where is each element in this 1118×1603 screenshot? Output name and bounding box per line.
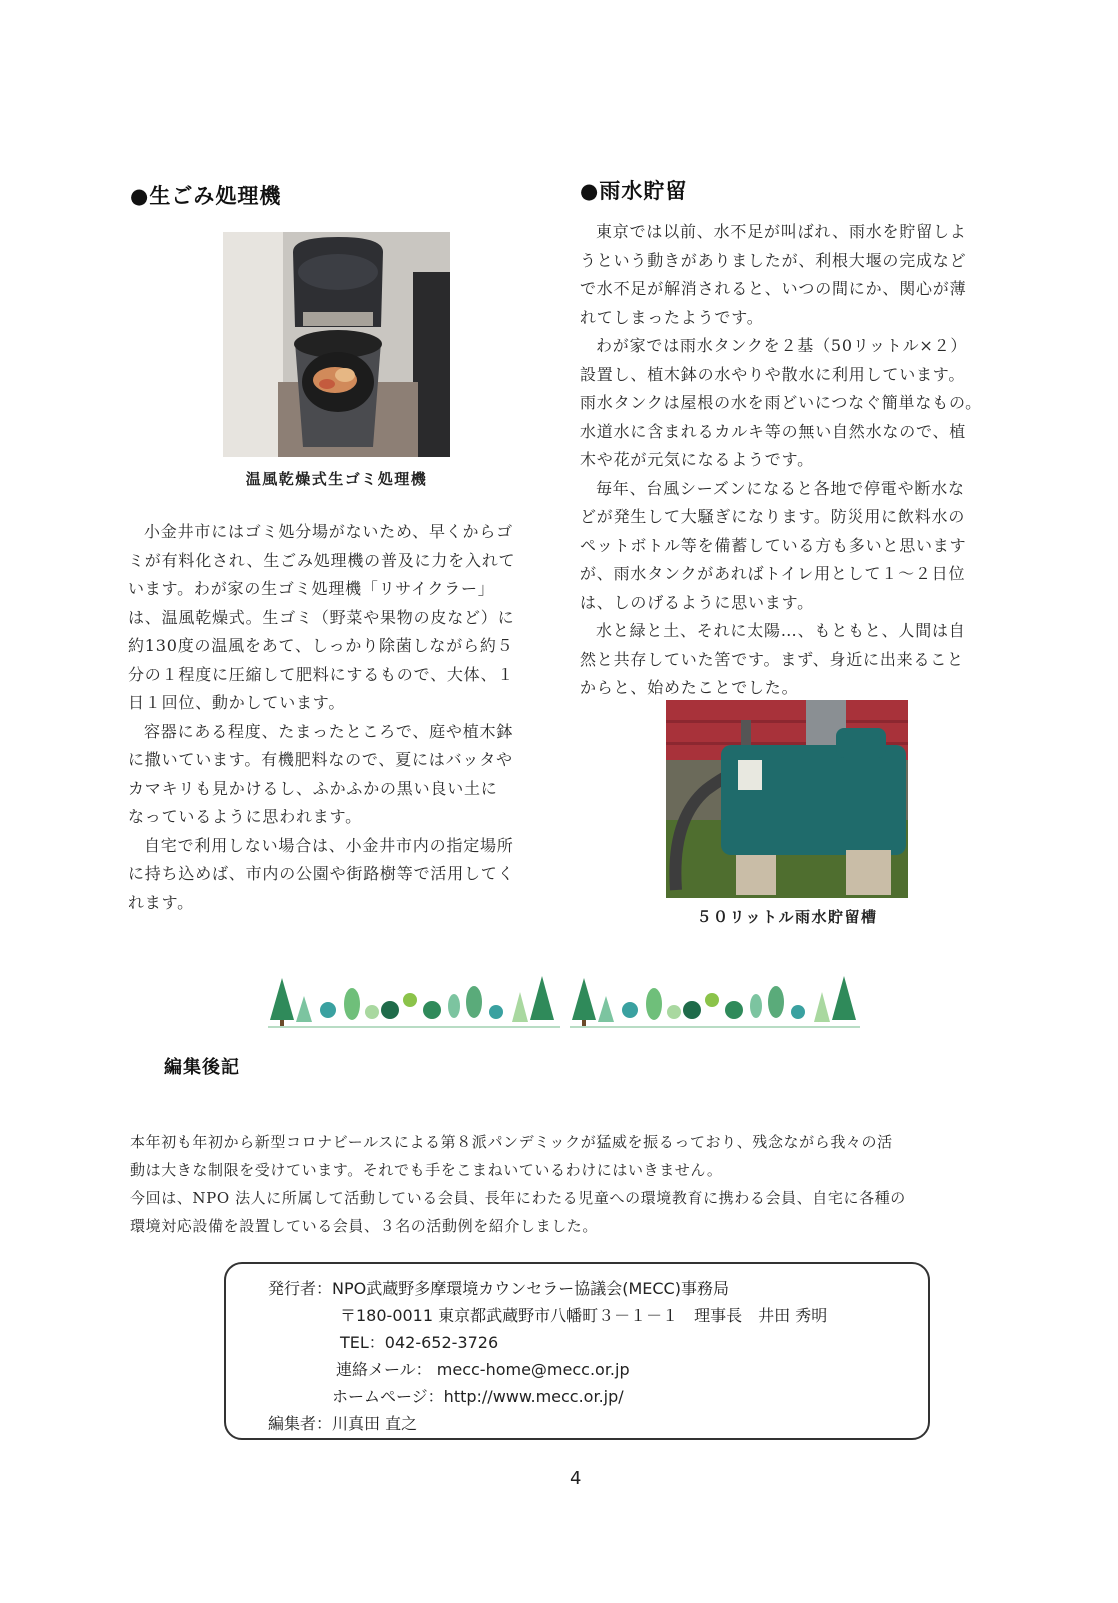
- editor-note-heading: 編集後記: [164, 1057, 240, 1078]
- right-section-heading: ●雨水貯留: [580, 179, 688, 203]
- left-paragraph-3: 自宅で利用しない場合は、小金井市内の指定場所 に持ち込めば、市内の公園や街路樹等で活用してく れます。: [128, 835, 515, 912]
- tel-line: TEL：042-652-3726: [340, 1333, 499, 1352]
- tree-row-left: [268, 976, 560, 1028]
- tree-border-decoration: [268, 972, 860, 1030]
- publisher-info-box: [224, 1262, 930, 1440]
- right-paragraph-1: 東京では以前、水不足が叫ばれ、雨水を貯留しよ うという動きがありましたが、利根大堰の完成など で水不足が解消されると、いつの間にか、関心が薄 れてしまったようです。: [580, 222, 967, 327]
- right-section-body: [580, 218, 1025, 703]
- left-section-body: [128, 518, 568, 917]
- rain-tank-caption: ５０リットル雨水貯留槽: [696, 908, 878, 926]
- homepage-line: ホームページ：http://www.mecc.or.jp/: [332, 1387, 624, 1406]
- publisher-line: 発行者：NPO武蔵野多摩環境カウンセラー協議会(MECC)事務局: [268, 1279, 729, 1298]
- editor-note-body: [130, 1128, 1030, 1240]
- left-paragraph-1: 小金井市にはゴミ処分場がないため、早くからゴ ミが有料化され、生ごみ処理機の普及に力を入れて います。わが家の生ゴミ処理機「リサイクラー」 は、温風乾燥式。生ゴミ（野菜や果物の皮など）に 約130度の温風をあて、しっかり除菌しながら約５ 分の１程度に圧縮して肥料にするもので、大体、１ 日１回位、動かしています。: [128, 522, 516, 712]
- email-line: 連絡メール： mecc-home@mecc.or.jp: [336, 1360, 630, 1379]
- right-paragraph-4: 水と緑と土、それに太陽…、もともと、人間は自 然と共存していた筈です。まず、身近に出来ること からと、始めたことでした。: [580, 621, 966, 697]
- page-number: 4: [570, 1468, 582, 1489]
- right-paragraph-3: 毎年、台風シーズンになると各地で停電や断水な どが発生して大騒ぎになります。防災用に飲料水の ペットボトル等を備蓄している方も多いと思います が、雨水タンクがあればトイレ用として１～２日位 は、しのげるように思います。: [580, 478, 967, 612]
- left-section-heading: ●生ごみ処理機: [130, 184, 282, 208]
- editor-note-line: 本年初も年初から新型コロナビールスによる第８派パンデミックが猛威を振るっており、残念ながら我々の活: [130, 1133, 893, 1151]
- editor-line: 編集者：川真田 直之: [268, 1414, 418, 1433]
- editor-note-line: 環境対応設備を設置している会員、３名の活動例を紹介しました。: [130, 1217, 599, 1235]
- right-paragraph-2: わが家では雨水タンクを２基（50リットル×２） 設置し、植木鉢の水やりや散水に利用しています。 雨水タンクは屋根の水を雨どいにつなぐ簡単なもの。 水道水に含まれるカルキ等の無い自然水なので、植 木や花が元気になるようです。: [580, 336, 982, 469]
- garbage-processor-caption: 温風乾燥式生ゴミ処理機: [245, 470, 428, 488]
- left-paragraph-2: 容器にある程度、たまったところで、庭や植木鉢 に撒いています。有機肥料なので、夏にはバッタや カマキリも見かけるし、ふかふかの黒い良い土に なっているように思われます。: [128, 721, 514, 826]
- garbage-processor-photo: [223, 232, 450, 457]
- editor-note-line: 動は大きな制限を受けています。それでも手をこまねいているわけにはいきません。: [130, 1161, 723, 1179]
- editor-note-line: 今回は、NPO 法人に所属して活動している会員、長年にわたる児童への環境教育に携わる会員、自宅に各種の: [130, 1189, 906, 1207]
- rain-tank-photo: [666, 700, 908, 898]
- address-line: 〒180-0011 東京都武蔵野市八幡町３－１－１ 理事長 井田 秀明: [340, 1306, 828, 1325]
- tree-row-right: [570, 976, 860, 1028]
